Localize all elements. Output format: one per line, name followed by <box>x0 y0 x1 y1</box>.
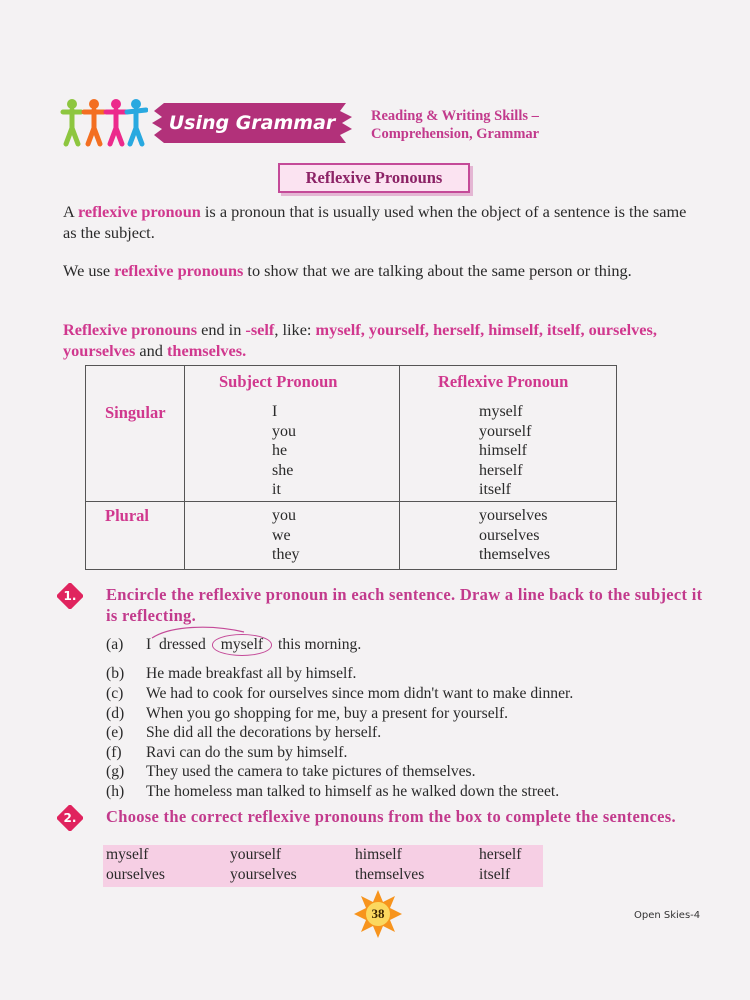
box-word: yourselves <box>230 866 297 883</box>
plural-reflexive-list: yourselves ourselves themselves <box>479 507 551 564</box>
page-number: 38 <box>371 906 385 921</box>
row-label-singular: Singular <box>105 403 166 422</box>
list-item: (h) The homeless man talked to himself as he walked down the street. <box>106 783 560 800</box>
section-title: Reflexive Pronouns <box>278 163 470 193</box>
kids-logo-icon <box>60 96 148 148</box>
box-word: himself <box>355 846 402 863</box>
circled-answer: myself <box>212 634 272 656</box>
answer-connector-line <box>150 624 246 640</box>
box-word: themselves <box>355 866 425 883</box>
singular-subject-list: I you he she it <box>272 403 296 499</box>
header-subject-pronoun: Subject Pronoun <box>219 372 338 391</box>
box-word: myself <box>106 846 149 863</box>
word-box <box>103 845 543 887</box>
singular-reflexive-list: myself yourself himself herself itself <box>479 403 532 499</box>
list-item: (d) When you go shopping for me, buy a present for yourself. <box>106 705 509 722</box>
intro-paragraph-1: A reflexive pronoun is a pronoun that is usually used when the object of a sentence is the same as the subject. <box>63 202 687 242</box>
box-word: ourselves <box>106 866 165 883</box>
list-item: (f) Ravi can do the sum by himself. <box>106 744 348 761</box>
exercise-1-number: 1. <box>63 589 77 603</box>
exercise-2-number: 2. <box>63 811 77 825</box>
row-label-plural: Plural <box>105 506 149 525</box>
footer-book-title: Open Skies-4 <box>634 910 701 921</box>
list-item: (b) He made breakfast all by himself. <box>106 665 357 682</box>
list-item: (g) They used the camera to take pictures of themselves. <box>106 763 476 780</box>
skills-heading: Reading & Writing Skills – Comprehension, Grammar <box>371 108 540 142</box>
exercise-1-instruction: Encircle the reflexive pronoun in each sentence. Draw a line back to the subject it is reflecting. <box>106 585 703 625</box>
banner-title: Using Grammar <box>168 112 336 134</box>
header-reflexive-pronoun: Reflexive Pronoun <box>438 372 569 391</box>
box-word: itself <box>479 866 511 883</box>
example-sentence: (a) I dressed myself this morning. <box>106 634 361 656</box>
plural-subject-list: you we they <box>272 507 300 564</box>
list-item: (c) We had to cook for ourselves since mom didn't want to make dinner. <box>106 685 574 702</box>
intro-paragraph-2: We use reflexive pronouns to show that we are talking about the same person or thing. <box>63 261 632 280</box>
box-word: herself <box>479 846 522 863</box>
pronoun-table <box>85 365 617 570</box>
box-word: yourself <box>230 846 282 863</box>
exercise-2-instruction: Choose the correct reflexive pronouns from the box to complete the sentences. <box>106 807 676 826</box>
list-item: (e) She did all the decorations by herself. <box>106 724 382 741</box>
intro-paragraph-3: Reflexive pronouns end in -self, like: myself, yourself, herself, himself, itself, ourselves, yourselves and themselves. <box>63 320 657 360</box>
